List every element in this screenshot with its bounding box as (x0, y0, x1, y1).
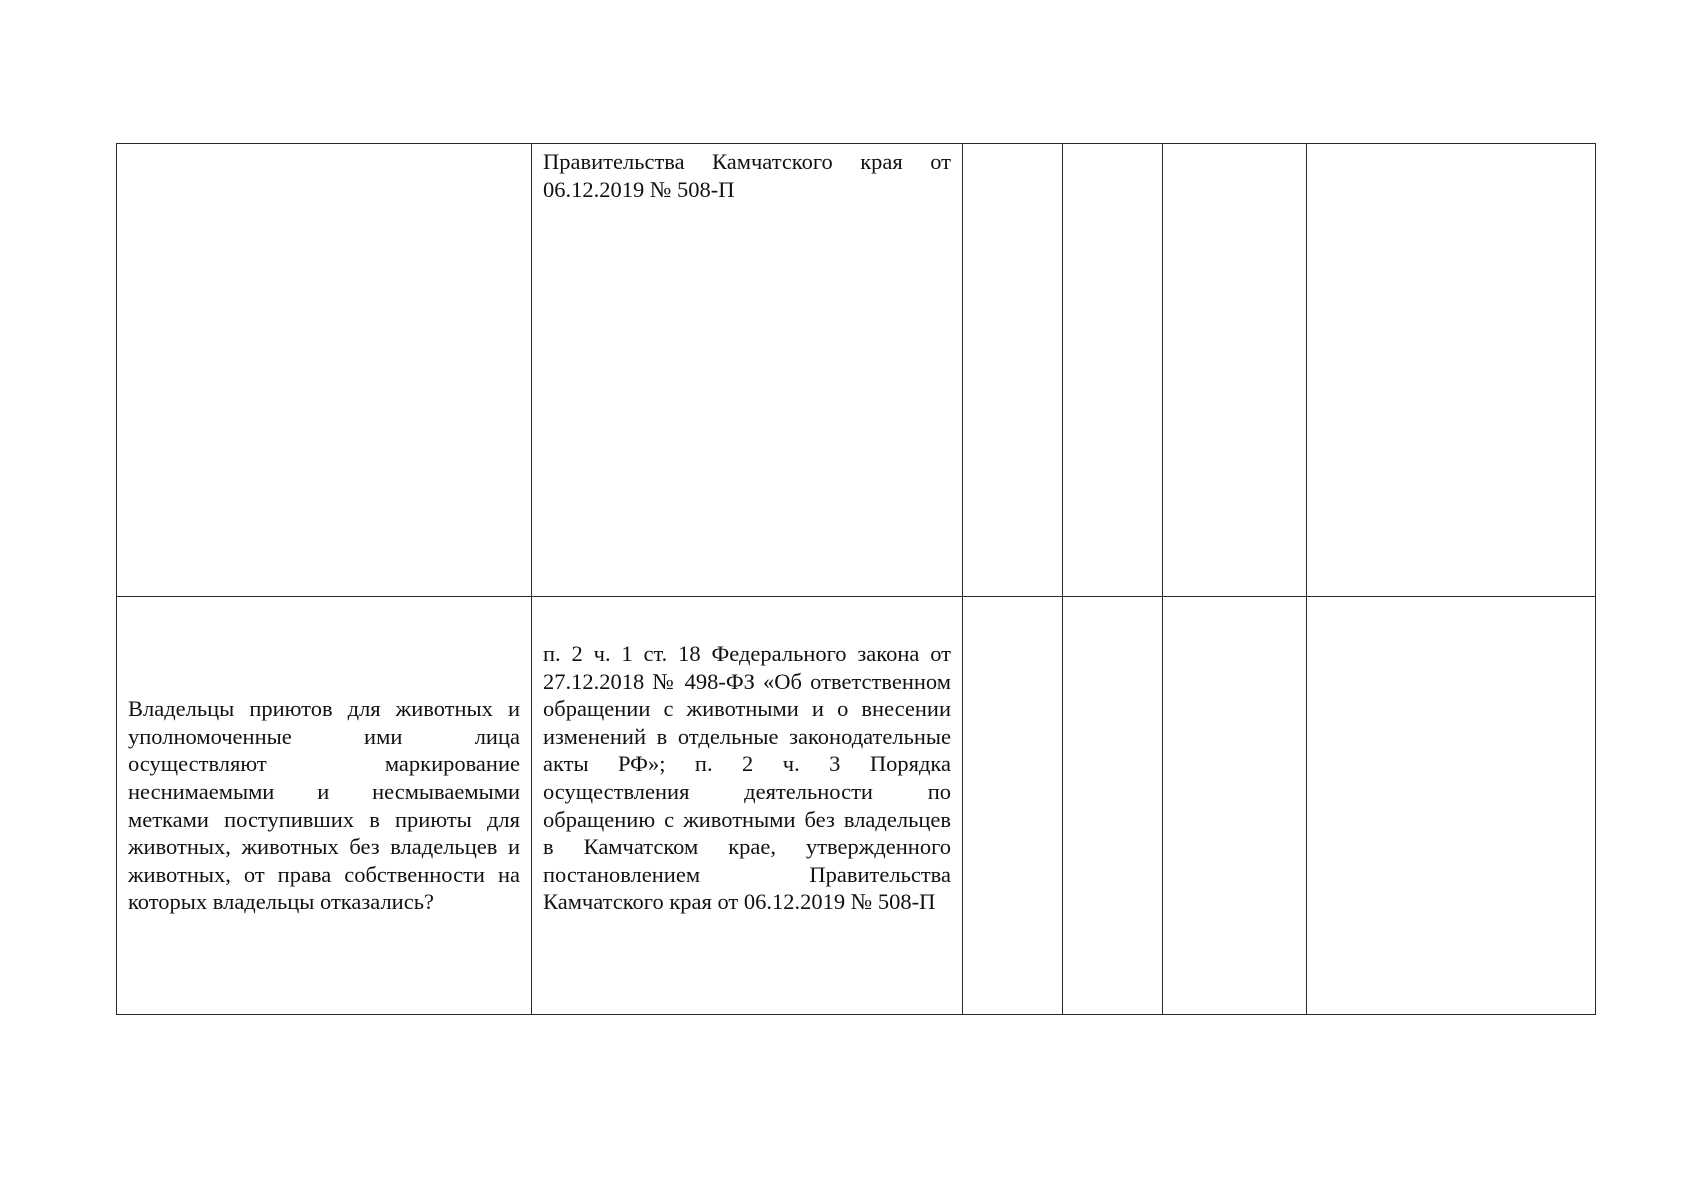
legal-basis-text: Правительства Камчатского края от 06.12.2019 № 508-П (543, 149, 951, 202)
not-applicable-cell (1163, 597, 1307, 1015)
checklist-table (116, 143, 1596, 1015)
legal-basis-cell (532, 144, 963, 597)
answer-no-cell (1063, 597, 1163, 1015)
legal-basis-cell (532, 597, 963, 1015)
question-cell (117, 597, 532, 1015)
table-row (117, 597, 1596, 1015)
not-applicable-cell (1163, 144, 1307, 597)
legal-basis-text: п. 2 ч. 1 ст. 18 Федерального закона от 27.12.2018 № 498-ФЗ «Об ответственном обращении с животными и о внесении изменений в отдельные законодательные акты РФ»; п. 2 ч. 3 Порядка осуществления деятельности по обращению с животными без владельцев в Камчатском крае, утвержденного постановлением Правительства Камчатского края от 06.12.2019 № 508-П (543, 641, 951, 915)
answer-yes-cell (963, 144, 1063, 597)
answer-yes-cell (963, 597, 1063, 1015)
notes-cell (1307, 597, 1596, 1015)
question-text: Владельцы приютов для животных и уполномоченные ими лица осуществляют маркирование неснимаемыми и несмываемыми метками поступивших в приюты для животных, животных без владельцев и животных, от права собственности на которых владельцы отказались? (128, 696, 520, 915)
table-row (117, 144, 1596, 597)
question-cell (117, 144, 532, 597)
answer-no-cell (1063, 144, 1163, 597)
notes-cell (1307, 144, 1596, 597)
